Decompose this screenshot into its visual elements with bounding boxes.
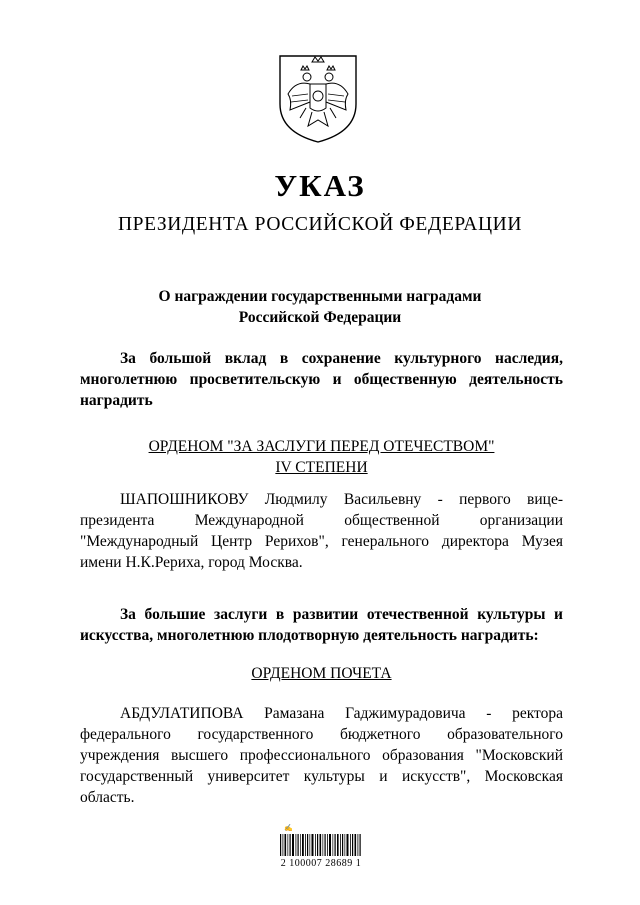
section1-award-line-2: IV СТЕПЕНИ xyxy=(275,459,368,476)
section1-recipient: ШАПОШНИКОВУ Людмилу Васильевну - первого вице-президента Международной общественной организации "Международный Центр Рерихов", генерального директора Музея имени Н.К.Рериха, город Москва. xyxy=(80,491,563,571)
section1-intro: За большой вклад в сохранение культурного наследия, многолетнюю просветительскую и общественную деятельность наградить xyxy=(80,350,563,409)
coat-of-arms-icon xyxy=(276,50,360,146)
subject-line-2: Российской Федерации xyxy=(238,309,402,326)
section1-award xyxy=(80,436,563,478)
document-type: УКАЗ xyxy=(274,168,366,203)
barcode-number: 2 100007 28689 1 xyxy=(280,858,362,869)
section2-recipient: АБДУЛАТИПОВА Рамазана Гаджимурадовича - ректора федерального государственного бюджетного образовательного учреждения высшего профессионального образования "Московский государственный университет культуры и искусств", Московская область. xyxy=(80,705,563,806)
section2-award: ОРДЕНОМ ПОЧЕТА xyxy=(251,665,392,682)
section2-intro: За большие заслуги в развитии отечественной культуры и искусства, многолетнюю плодотворную деятельность наградить: xyxy=(80,606,563,644)
subject-line-1: О награждении государственными наградами xyxy=(158,288,482,305)
decree-subject xyxy=(100,286,540,328)
section1-award-line-1: ОРДЕНОМ "ЗА ЗАСЛУГИ ПЕРЕД ОТЕЧЕСТВОМ" xyxy=(148,438,495,455)
svg-text:✍: ✍ xyxy=(284,824,293,832)
issuer-title: ПРЕЗИДЕНТА РОССИЙСКОЙ ФЕДЕРАЦИИ xyxy=(117,214,523,235)
